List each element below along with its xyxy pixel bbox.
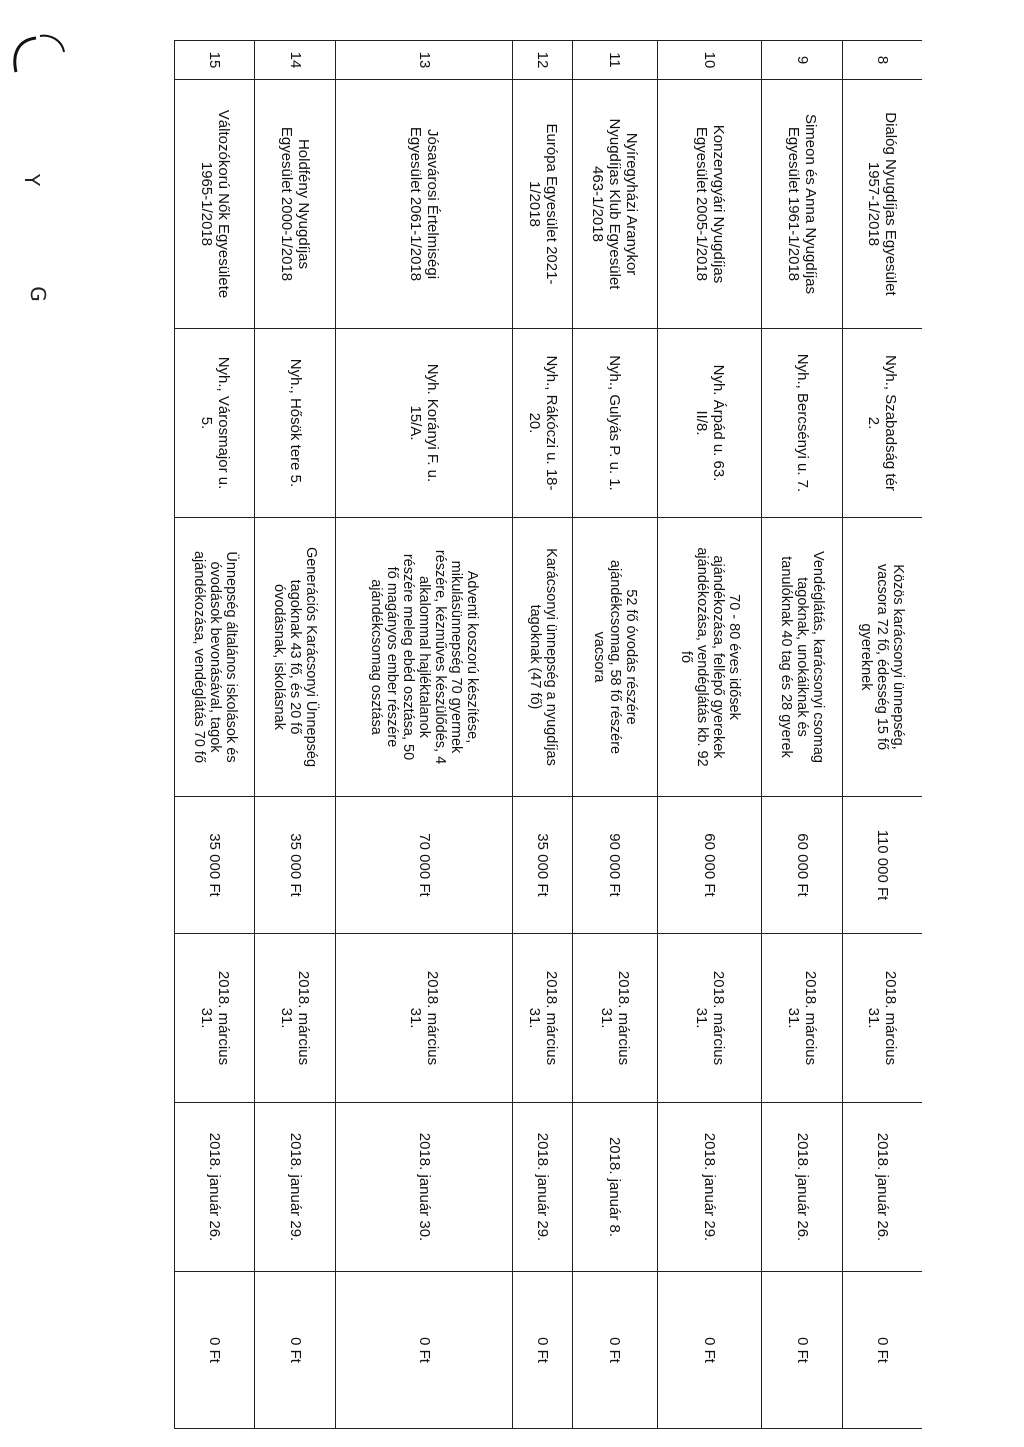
grant-amount: 60 000 Ft (657, 797, 762, 934)
row-number: 12 (513, 41, 572, 80)
remaining-amount: 0 Ft (762, 1272, 842, 1429)
organization-name: Európa Egyesület 2021- 1/2018 (513, 80, 572, 329)
row-number: 9 (762, 41, 842, 80)
organization-address: Nyh., Gulyás P. u. 1. (572, 329, 657, 518)
rotated-table-wrapper (174, 40, 922, 1363)
organization-address: Nyh., Városmajor u. 5. (175, 329, 255, 518)
organization-address: Nyh., Bercsényi u. 7. (762, 329, 842, 518)
row-number: 8 (842, 41, 922, 80)
table-row (513, 41, 572, 1429)
row-number: 13 (335, 41, 513, 80)
settlement-deadline: 2018. március 31. (657, 934, 762, 1103)
settlement-date: 2018. január 29. (657, 1103, 762, 1272)
remaining-amount: 0 Ft (513, 1272, 572, 1429)
settlement-date: 2018. január 26. (762, 1103, 842, 1272)
row-number: 11 (572, 41, 657, 80)
settlement-date: 2018. január 29. (513, 1103, 572, 1272)
remaining-amount: 0 Ft (572, 1272, 657, 1429)
grant-amount: 60 000 Ft (762, 797, 842, 934)
grant-purpose: Karácsonyi ünnepség a nyugdíjas tagoknak (47 fő) (513, 518, 572, 797)
settlement-date: 2018. január 26. (175, 1103, 255, 1272)
grant-purpose: Közös karácsonyi ünnepség, vacsora 72 fő, édesség 15 fő gyereknek (842, 518, 922, 797)
organization-name: Konzervgyári Nyugdíjas Egyesület 2005-1/2018 (657, 80, 762, 329)
settlement-deadline: 2018. március 31. (255, 934, 335, 1103)
grant-amount: 70 000 Ft (335, 797, 513, 934)
grant-amount: 35 000 Ft (513, 797, 572, 934)
row-number: 14 (255, 41, 335, 80)
organization-address: Nyh. Korányi F. u. 15/A. (335, 329, 513, 518)
table-row (762, 41, 842, 1429)
organization-name: Jósavárosi Értelmiségi Egyesület 2061-1/2018 (335, 80, 513, 329)
organization-address: Nyh., Hősök tere 5. (255, 329, 335, 518)
grant-purpose: Ünnepség általános iskolások és óvodások bevonásával, tagok ajándékozása, vendéglátás 70 fő (175, 518, 255, 797)
grant-purpose: Generációs Karácsonyi Ünnepség tagoknak 43 fő, és 20 fő óvodásnak, iskolásnak (255, 518, 335, 797)
organization-name: Holdfény Nyugdíjas Egyesület 2000-1/2018 (255, 80, 335, 329)
table-row (175, 41, 255, 1429)
remaining-amount: 0 Ft (657, 1272, 762, 1429)
settlement-deadline: 2018. március 31. (842, 934, 922, 1103)
settlement-deadline: 2018. március 31. (175, 934, 255, 1103)
organization-name: Dialóg Nyugdíjas Egyesület 1957-1/2018 (842, 80, 922, 329)
grant-amount: 35 000 Ft (255, 797, 335, 934)
organization-address: Nyh., Szabadság tér 2. (842, 329, 922, 518)
settlement-deadline: 2018. március 31. (572, 934, 657, 1103)
remaining-amount: 0 Ft (175, 1272, 255, 1429)
grant-purpose: 52 fő óvodás részére ajándékcsomag, 58 fő részére vacsora (572, 518, 657, 797)
settlement-date: 2018. január 8. (572, 1103, 657, 1272)
table-row (657, 41, 762, 1429)
grant-purpose: Vendéglátás, karácsonyi csomag tagoknak, unokáiknak és tanulóknak 40 tag és 28 gyerek (762, 518, 842, 797)
grant-table (174, 40, 922, 1429)
row-number: 10 (657, 41, 762, 80)
remaining-amount: 0 Ft (255, 1272, 335, 1429)
table-row (572, 41, 657, 1429)
settlement-deadline: 2018. március 31. (762, 934, 842, 1103)
scan-bracket-mark (6, 30, 66, 100)
organization-address: Nyh. Árpád u. 63. II/8. (657, 329, 762, 518)
table-row (335, 41, 513, 1429)
remaining-amount: 0 Ft (842, 1272, 922, 1429)
organization-name: Nyíregyházi Aranykor Nyugdíjas Klub Egyesület 463-1/2018 (572, 80, 657, 329)
scan-stray-mark-y: Y (20, 173, 45, 187)
organization-name: Simeon és Anna Nyugdíjas Egyesület 1961-1/2018 (762, 80, 842, 329)
settlement-date: 2018. január 26. (842, 1103, 922, 1272)
remaining-amount: 0 Ft (335, 1272, 513, 1429)
grant-amount: 110 000 Ft (842, 797, 922, 934)
row-number: 15 (175, 41, 255, 80)
table-row (255, 41, 335, 1429)
grant-purpose: Adventi koszorú készítése, mikulásünnepség 70 gyermek részére, kézműves készülődés, 4 alkalommal hajléktalanok részére meleg ebéd osztása, 50 fő magányos ember részére ajándékcsomag osztása (335, 518, 513, 797)
scan-stray-mark-g: G (25, 286, 50, 302)
settlement-deadline: 2018. március 31. (513, 934, 572, 1103)
grant-table-body (175, 41, 923, 1429)
settlement-date: 2018. január 29. (255, 1103, 335, 1272)
grant-amount: 90 000 Ft (572, 797, 657, 934)
settlement-date: 2018. január 30. (335, 1103, 513, 1272)
settlement-deadline: 2018. március 31. (335, 934, 513, 1103)
grant-purpose: 70 - 80 éves idősek ajándékozása, fellépő gyerekek ajándékozása, vendéglátás kb. 92 fő (657, 518, 762, 797)
table-row (842, 41, 922, 1429)
grant-amount: 35 000 Ft (175, 797, 255, 934)
organization-name: Változókorú Nők Egyesülete 1965-1/2018 (175, 80, 255, 329)
organization-address: Nyh., Rákóczi u. 18- 20. (513, 329, 572, 518)
